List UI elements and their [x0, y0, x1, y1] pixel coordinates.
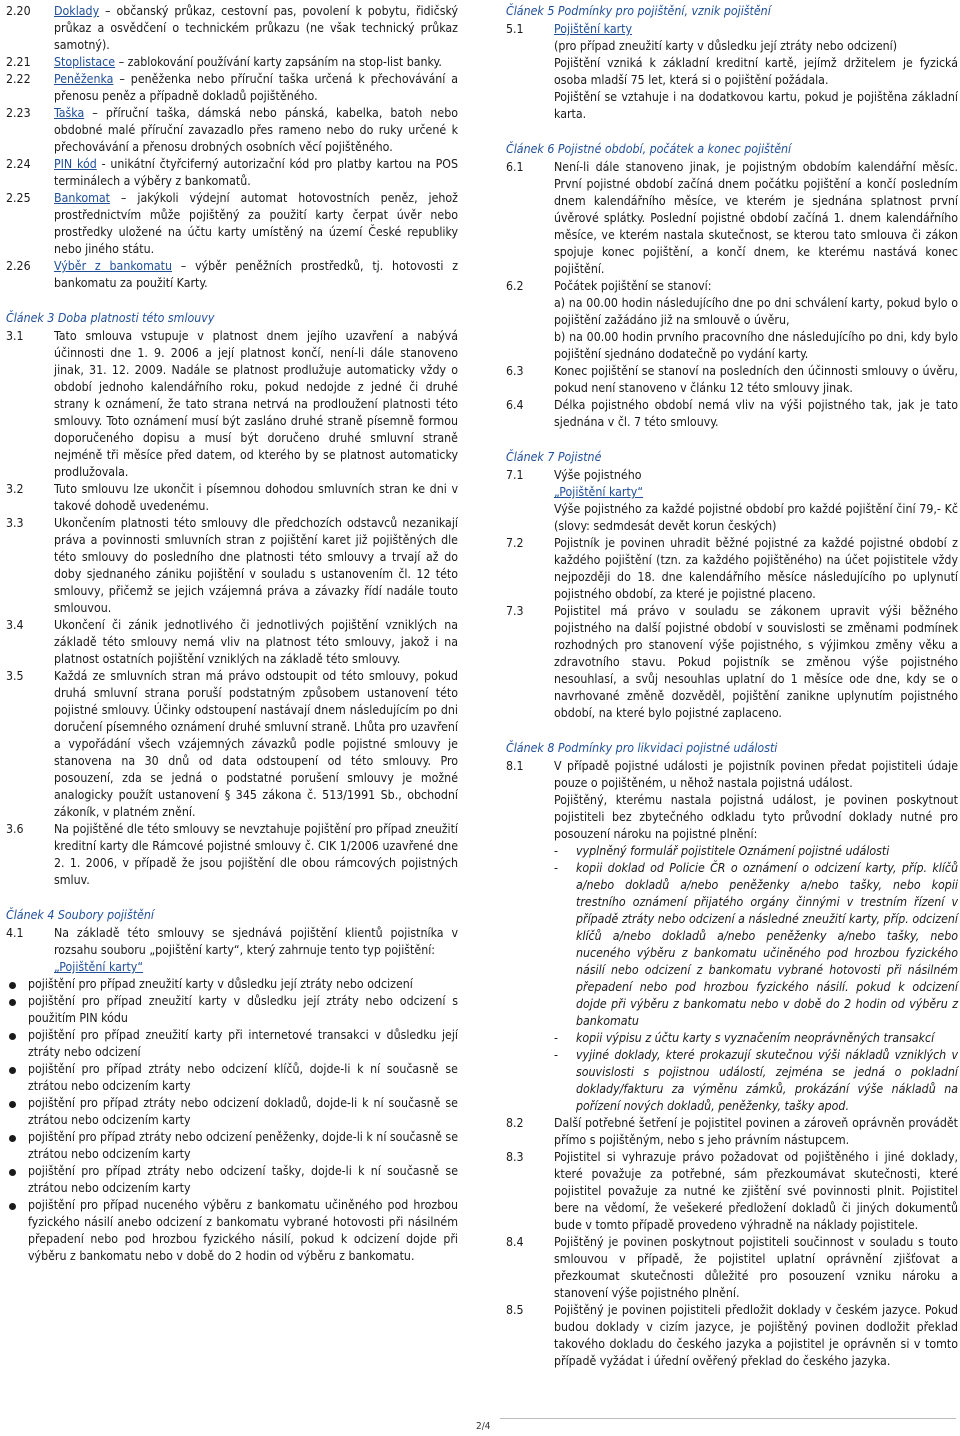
item-number: 3.4: [6, 618, 24, 632]
article-6-heading: Článek 6 Pojistné období, počátek a konec pojištění: [506, 142, 792, 156]
coverage-bullet: pojištění pro případ nuceného výběru z bankomatu učiněného pod hrozbou fyzického násilí anebo odcizení z bankomatu vybrané hotovosti při násilném přepadení nebo pod hrozbou fyzického násilí, pokud k odcizení dojde při výběru z bankomatu nebo v době do 2 hodin od výběru z bankomatu.: [6, 1197, 458, 1265]
article-3-item: [6, 617, 458, 668]
definition-item: [6, 105, 458, 156]
article-5-sub: (pro případ zneužití karty v důsledku její ztráty nebo odcizení): [554, 39, 898, 53]
item-8-2: [506, 1115, 958, 1149]
item-number: 8.3: [506, 1150, 524, 1164]
article-4-item: [6, 925, 458, 976]
definition-item: [6, 258, 458, 292]
item-number: 2.26: [6, 259, 31, 273]
coverage-bullet: pojištění pro případ zneužití karty v důsledku její ztráty nebo odcizení s použitím PIN kódu: [6, 993, 458, 1027]
article-4-product: „Pojištění karty“: [54, 960, 144, 974]
coverage-bullet: pojištění pro případ ztráty nebo odcizení dokladů, dojde-li k ní současně se ztrátou nebo odcizením karty: [6, 1095, 458, 1129]
item-text: Tuto smlouvu lze ukončit i písemnou dohodou smluvních stran ke dni v takové dohodě uvedenému.: [54, 482, 458, 513]
definition-text: – zablokování používání karty zapsáním na stop-list banky.: [115, 55, 442, 69]
item-number: 2.23: [6, 106, 31, 120]
item-body: [554, 278, 958, 363]
item-body: [554, 21, 958, 123]
item-text: Počátek pojištění se stanoví:: [554, 279, 712, 293]
definition-term: Peněženka: [54, 72, 114, 86]
item-body: [554, 467, 958, 535]
definitions-list: [6, 3, 458, 292]
article-3-item: [6, 515, 458, 617]
coverage-bullet-list: [6, 976, 458, 1265]
coverage-bullet: pojištění pro případ zneužití karty při internetové transakci v důsledku její ztráty nebo odcizení: [6, 1027, 458, 1061]
item-text: Každá ze smluvních stran má právo odstoupit od této smlouvy, pokud druhá smluvní strana poruší podstatným způsobem ustanovení této pojistné smlouvy. Účinky odstoupení nastávají dnem následujícím po dni doručení písemného oznámení druhé smluvní straně. Lhůta pro uzavření a vypořádání všech vzájemných závazků podle pojistné smlouvy je stanovena na 30 dnů od data odstoupení od této smlouvy. Pro posouzení, zda se jedná o podstatné porušení smlouvy je možné analogicky použít ustanovení § 345 zákona č. 513/1991 Sb., obchodní zákoník, v platném znění.: [54, 669, 458, 819]
item-number: 2.25: [6, 191, 31, 205]
item-number: 3.6: [6, 822, 24, 836]
item-number: 6.4: [506, 398, 524, 412]
item-8-1: [506, 758, 958, 1115]
item-number: 6.1: [506, 160, 524, 174]
definition-text: – jakýkoli výdejní automat hotovostních peněz, jehož prostřednictvím může pojištěný za použití karty čerpat úvěr nebo prostředky uložené na účtu karty umístěný na území České republiky nebo jiného státu.: [54, 191, 458, 256]
article-3-heading: Článek 3 Doba platnosti této smlouvy: [6, 311, 215, 325]
item-number: 6.2: [506, 279, 524, 293]
item-number: 8.1: [506, 759, 524, 773]
item-number: 2.22: [6, 72, 31, 86]
item-number: 8.5: [506, 1303, 524, 1317]
page-number: 2/4: [476, 1421, 491, 1432]
article-5-product: Pojištění karty: [554, 22, 633, 36]
item-body: [54, 925, 458, 976]
definition-item: [6, 190, 458, 258]
definition-term: Taška: [54, 106, 85, 120]
left-column: [6, 3, 458, 1265]
item-text: Pojištěný je povinen poskytnout pojistiteli součinnost v souladu s touto smlouvou v případě, že pojistitel uplatní oprávnění zjišťovat a přezkoumat skutečnosti důležité pro posouzení vzniku nároku a stanovení výše pojistného plnění.: [554, 1235, 958, 1300]
coverage-bullet: pojištění pro případ zneužití karty v důsledku její ztráty nebo odcizení: [6, 976, 458, 993]
definition-text: - unikátní čtyřciferný autorizační kód pro platby kartou na POS terminálech a výběry z bankomatů.: [54, 157, 459, 188]
item-number: 7.3: [506, 604, 524, 618]
item-6-1: [506, 159, 958, 278]
item-text: Délka pojistného období nemá vliv na výši pojistného tak, jak je tato sjednána v čl. 7 této smlouvy.: [554, 398, 958, 429]
item-text: V případě pojistné události je pojistník povinen předat pojistiteli údaje pouze o pojištěném, u něhož nastala pojistná událost.: [554, 759, 958, 790]
definition-term: PIN kód: [54, 157, 97, 171]
article-3-item: [6, 668, 458, 821]
item-number: 8.2: [506, 1116, 524, 1130]
item-number: 4.1: [6, 926, 24, 940]
item-text: Ukončení či zánik jednotlivého či jednotlivých pojištění vzniklých na základě této smlouvy nemá vliv na platnost této smlouvy, jakož i na platnost ostatních pojištění vzniklých na základě této smlouvy.: [54, 618, 458, 666]
article-5-para-1: Pojištění vzniká k základní kreditní kartě, jejímž držitelem je fyzická osoba mladší 75 let, která si o pojištění požádala.: [554, 56, 958, 87]
article-3-item: [6, 821, 458, 889]
item-number: 2.20: [6, 4, 31, 18]
article-4-intro: Na základě této smlouvy se sjednává pojištění klientů pojistníka v rozsahu souboru „pojištění karty“, který zahrnuje tento typ pojištění:: [54, 926, 458, 957]
item-number: 3.5: [6, 669, 24, 683]
item-number: 7.1: [506, 468, 524, 482]
article-4-heading: Článek 4 Soubory pojištění: [6, 908, 155, 922]
item-text: Tato smlouva vstupuje v platnost dnem jejího uzavření a nabývá účinnosti dne 1. 9. 2006 a její platnost končí, není-li dále stanoveno jinak, 31. 12. 2009. Nadále se platnost prodlužuje automaticky vždy o období jednoho kalendářního roku, pokud nedojde z jedné či druhé strany k oznámení, že tato strana netrvá na prodloužení platnosti této smlouvy. Toto oznámení musí být zasláno druhé straně písemně formou doporučeného dopisu a musí být doručeno druhé smluvní straně nejméně tři měsíce před datem, od kterého by se platnost automaticky prodlužovala.: [54, 329, 458, 479]
item-text: Pojistitel si vyhrazuje právo požadovat od pojištěného i jiné doklady, které považuje za potřebné, sám přezkoumávat skutečnosti, které pojistitel považuje za nutné ke zjištění své povinnosti plnit. Pojistitel bere na vědomí, že vešekeré předložení dokladů či jiných dokumentů bude v tomto případě provedeno výhradně na náklady pojistitele.: [554, 1150, 958, 1232]
definition-body: [54, 190, 458, 258]
item-6-2-a: a) na 00.00 hodin následujícího dne po dni schválení karty, pokud bylo o pojištění zažádáno již na smlouvě o úvěru,: [554, 296, 958, 327]
item-7-2: [506, 535, 958, 603]
item-number: 6.3: [506, 364, 524, 378]
article-5-para-2: Pojištění se vztahuje i na dodatkovou kartu, pokud je pojištěna základní karta.: [554, 90, 958, 121]
required-documents-list: [554, 843, 958, 1115]
item-number: 5.1: [506, 22, 524, 36]
article-3-item: [6, 328, 458, 481]
item-number: 8.4: [506, 1235, 524, 1249]
item-number: 3.2: [6, 482, 24, 496]
item-text: Další potřebné šetření je pojistitel povinen a zároveň oprávněn provádět přímo s pojištěným, nebo s jeho právním nástupcem.: [554, 1116, 958, 1147]
definition-text: – peněženka nebo příruční taška určená k přechovávání a přenosu peněz a případně dokladů pojištěného.: [54, 72, 458, 103]
item-6-3: [506, 363, 958, 397]
definition-item: [6, 156, 458, 190]
definition-body: [54, 71, 458, 105]
definition-body: [54, 105, 458, 156]
definition-term: Doklady: [54, 4, 100, 18]
item-7-1-product: „Pojištění karty“: [554, 485, 644, 499]
item-8-3: [506, 1149, 958, 1234]
definition-body: [54, 3, 458, 54]
required-document: - vyjiné doklady, které prokazují skutečnou výši nákladů vzniklých v souvislosti s pojistnou událostí, zejména se jedná o pokladní doklady/fakturu za výměnu zámků, prokázání výše nákladů na pořízení nových dokladů, peněženky, tašky apod.: [554, 1047, 958, 1115]
item-text: Konec pojištění se stanoví na posledních den účinnosti smlouvy o úvěru, pokud není stanoveno v článku 12 této smlouvy jinak.: [554, 364, 958, 395]
definition-term: Bankomat: [54, 191, 111, 205]
article-5-item: [506, 21, 958, 123]
item-text: Pojistník je povinen uhradit běžné pojistné za každé pojistné období z každého pojištění (tzn. za každého pojištěného) na účet pojistitele vždy nejpozději do 18. dne kalendářního měsíce následujícího po uplynutí pojistného období, za které je pojistné placeno.: [554, 536, 958, 601]
article-3-items: [6, 328, 458, 889]
article-8-heading: Článek 8 Podmínky pro likvidaci pojistné události: [506, 741, 778, 755]
required-document: - vyplněný formulář pojistitele Oznámení pojistné události: [554, 843, 958, 860]
item-number: 2.24: [6, 157, 31, 171]
definition-term: Výběr z bankomatu: [54, 259, 172, 273]
item-6-4: [506, 397, 958, 431]
item-number: 2.21: [6, 55, 31, 69]
definition-item: [6, 54, 458, 71]
item-text: Pojištěný je povinen pojistiteli předložit doklady v českém jazyce. Pokud budou doklady v cizím jazyce, je pojištěný povinen dodložit překlad takového dokladu do českého jazyka a pojistitel je oprávněn si v tomto případě vyžádat i úřední ověřený překlad do českého jazyka.: [554, 1303, 958, 1368]
item-text: Není-li dále stanoveno jinak, je pojistným obdobím kalendářní měsíc. První pojistné období začíná dnem počátku pojištění a končí posledním dnem kalendářního měsíce, ve kterém je sjednána splatnost první úvěrové splátky. Poslední pojistné období začíná 1. dnem kalendářního měsíce, ve kterém nastala skutečnost, se kterou tato smlouva či zákon spojuje konec pojištění, a končí dnem, ke kterému nastává konec pojištění.: [554, 160, 958, 276]
coverage-bullet: pojištění pro případ ztráty nebo odcizení tašky, dojde-li k ní současně se ztrátou nebo odcizením karty: [6, 1163, 458, 1197]
article-7-heading: Článek 7 Pojistné: [506, 450, 602, 464]
right-column: [506, 3, 958, 1370]
item-text: Ukončením platnosti této smlouvy dle předchozích odstavců nezanikají práva a povinnosti smluvních stran z pojištění karet již pojištěných dle této smlouvy do posledního dne platnosti této smlouvy a trvají až do doby sjednaného zániku pojištění v souladu s ustanovením čl. 12 této smlouvy, přičemž se jejich vzájemná práva a závazky řídí nadále touto smlouvou.: [54, 516, 458, 615]
item-8-1-para-2: Pojištěný, kterému nastala pojistná událost, je povinen poskytnout pojistiteli bez zbytečného odkladu tyto průvodní doklady nutné pro posouzení nároku na pojistné plnění:: [554, 793, 958, 841]
article-3-item: [6, 481, 458, 515]
coverage-bullet: pojištění pro případ ztráty nebo odcizení peněženky, dojde-li k ní současně se ztrátou nebo odcizením karty: [6, 1129, 458, 1163]
definition-term: Stoplistace: [54, 55, 116, 69]
item-6-2: [506, 278, 958, 363]
definition-text: – příruční taška, dámská nebo pánská, kabelka, batoh nebo obdobné malé příruční zavazadlo přes rameno nebo do ruky určené k přechovávání a přenosu drobných osobních věcí pojištěného.: [54, 106, 458, 154]
required-document: - kopii doklad od Policie ČR o oznámení o odcizení karty, příp. klíčů a/nebo dokladů a/nebo peněženky a/nebo tašky, nebo kopii trestního oznámení přijatého orgány činnými v trestním řízení v případě ztráty nebo odcizení a následné zneužití karty, příp. odcizení klíčů a/nebo dokladů a/nebo peněženky a/nebo tašky, nebo nuceného výběru z bankomatu učiněného pod hrozbou fyzického násilí nebo odcizení z bankomatu vybrané hotovosti při násilném přepadení nebo pod hrozbou fyzického násilí. pokud k odcizení dojde při výběru z bankomatu nebo v době do 2 hodin od výběru z bankomatu: [554, 860, 958, 1030]
coverage-bullet: pojištění pro případ ztráty nebo odcizení klíčů, dojde-li k ní současně se ztrátou nebo odcizením karty: [6, 1061, 458, 1095]
definition-text: – občanský průkaz, cestovní pas, povolení k pobytu, řidičský průkaz a osvědčení o technickém průkazu (ne však technický průkaz samotný).: [54, 4, 458, 52]
definition-body: [54, 156, 458, 190]
item-8-4: [506, 1234, 958, 1302]
definition-body: [54, 54, 458, 71]
definition-body: [54, 258, 458, 292]
item-text: Pojistitel má právo v souladu se zákonem upravit výši běžného pojistného na další pojistné období v souvislosti se změnami podmínek rozhodných pro stanovení výše pojistného, s výjimkou změny věku a zdravotního stavu. Pokud pojistník se změnou výše pojistného nesouhlasí, a svůj nesouhlas uplatní do 1 měsíce ode dne, kdy se o navrhované změně dozvěděl, pojištění zanikne uplynutím pojistného období, na které bylo pojistné zaplaceno.: [554, 604, 958, 720]
article-5-heading: Článek 5 Podmínky pro pojištění, vznik pojištění: [506, 4, 771, 18]
item-text: Výše pojistného: [554, 468, 642, 482]
item-text: Na pojištěné dle této smlouvy se nevztahuje pojištění pro případ zneužití kreditní karty dle Rámcové pojistné smlouvy č. CIK 1/2006 uzavřené dne 2. 1. 2006, v případě že jsou pojištění dle obou rámcových pojistných smluv.: [54, 822, 458, 887]
item-body: [554, 758, 958, 1115]
required-document: - kopii výpisu z účtu karty s vyznačením neoprávněných transakcí: [554, 1030, 958, 1047]
item-7-1: [506, 467, 958, 535]
item-8-5: [506, 1302, 958, 1370]
item-6-2-b: b) na 00.00 hodin prvního pracovního dne následujícího po dni, kdy bylo pojištění sjednáno dodatečně po vydání karty.: [554, 330, 958, 361]
item-number: 7.2: [506, 536, 524, 550]
item-7-1-para: Výše pojistného za každé pojistné období pro každé pojištění činí 79,- Kč (slovy: sedmdesát devět korun českých): [554, 502, 958, 533]
item-number: 3.1: [6, 329, 24, 343]
definition-item: [6, 3, 458, 54]
item-number: 3.3: [6, 516, 24, 530]
definition-item: [6, 71, 458, 105]
definition-text: – výběr peněžních prostředků, tj. hotovosti z bankomatu za použití Karty.: [54, 259, 458, 290]
footer-rule: [500, 1418, 956, 1419]
item-7-3: [506, 603, 958, 722]
